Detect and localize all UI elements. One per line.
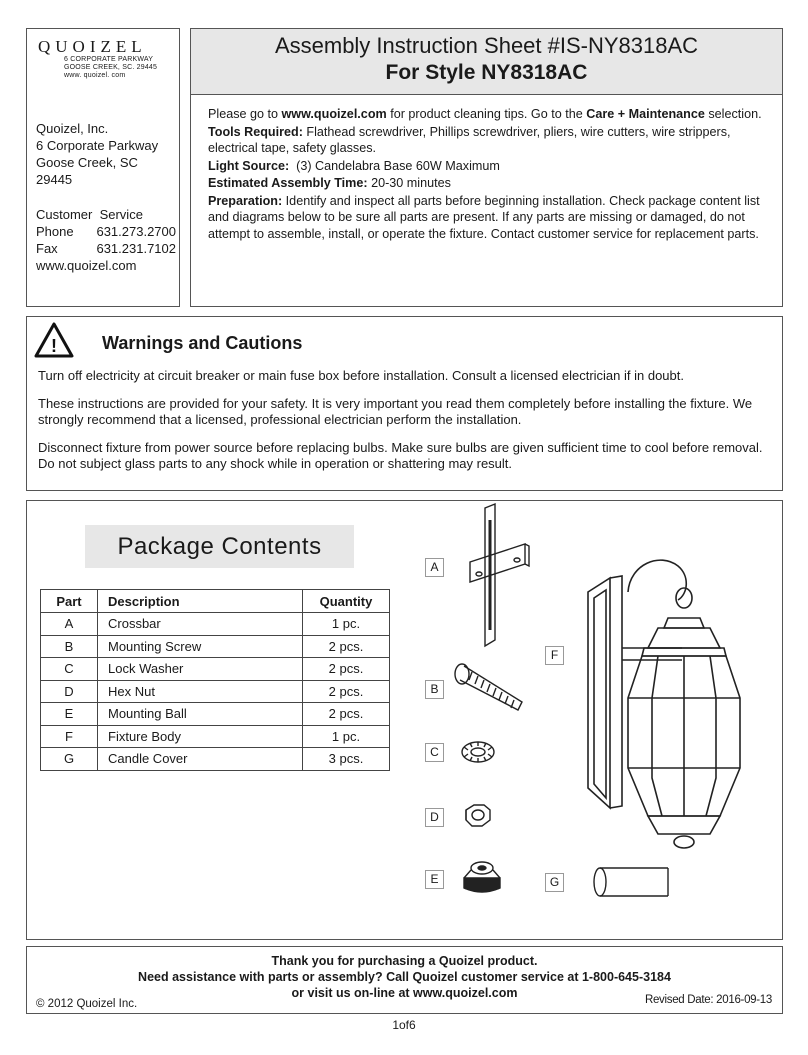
company-street: 6 Corporate Parkway xyxy=(36,138,159,153)
cell-part: C xyxy=(41,658,98,681)
light-label: Light Source: xyxy=(208,158,290,173)
company-city: Goose Creek, SC xyxy=(36,155,138,170)
footer-line-3: or visit us on-line at www.quoizel.com xyxy=(291,986,518,1000)
table-row xyxy=(41,658,390,681)
footer-line-2: Need assistance with parts or assembly? Call Quoizel customer service at 1-800-645-3184 xyxy=(138,970,671,984)
cell-part: F xyxy=(41,725,98,748)
logo-address-line: 6 CORPORATE PARKWAY xyxy=(64,56,154,63)
logo-brand: QUOIZEL xyxy=(38,37,147,56)
table-row xyxy=(41,703,390,726)
page-title: Assembly Instruction Sheet #IS-NY8318AC xyxy=(274,33,699,58)
crossbar-icon xyxy=(455,500,535,650)
quoizel-logo xyxy=(38,38,176,80)
cell-part: E xyxy=(41,703,98,726)
prep-paragraph xyxy=(208,193,774,243)
fax-number: 631.231.7102 xyxy=(96,241,176,256)
cell-quantity: 2 pcs. xyxy=(303,658,390,681)
parts-table xyxy=(40,589,390,771)
tools-paragraph xyxy=(208,124,774,157)
company-address xyxy=(36,120,176,188)
phone-row xyxy=(36,223,176,240)
cell-part: B xyxy=(41,635,98,658)
company-contact xyxy=(36,206,176,274)
phone-number: 631.273.2700 xyxy=(96,224,176,239)
table-row xyxy=(41,680,390,703)
label-b: B xyxy=(425,680,444,699)
hex-nut-icon xyxy=(460,802,494,830)
footer-line-1: Thank you for purchasing a Quoizel product. xyxy=(271,954,538,968)
cell-quantity: 3 pcs. xyxy=(303,748,390,771)
cell-quantity: 2 pcs. xyxy=(303,703,390,726)
tools-text: Flathead screwdriver, Phillips screwdriver, pliers, wire cutters, wire strippers, electrical tape, safety glasses. xyxy=(208,124,731,155)
warnings-text xyxy=(38,368,778,484)
table-row xyxy=(41,725,390,748)
label-e: E xyxy=(425,870,444,889)
warning-icon xyxy=(34,322,74,358)
cell-part: A xyxy=(41,613,98,636)
label-c: C xyxy=(425,743,444,762)
website-link[interactable]: www.quoizel.com xyxy=(281,107,387,121)
prep-label: Preparation: xyxy=(208,193,283,208)
copyright: © 2012 Quoizel Inc. xyxy=(36,998,138,1010)
light-paragraph xyxy=(208,158,774,175)
cell-quantity: 1 pc. xyxy=(303,725,390,748)
label-f: F xyxy=(545,646,564,665)
candle-cover-icon xyxy=(590,862,674,902)
cell-part: D xyxy=(41,680,98,703)
warning-paragraph-3: Disconnect fixture from power source before replacing bulbs. Make sure bulbs are given sufficient time to cool before removal. Do not subject glass parts to any shock while in operation or shattering may result. xyxy=(38,440,763,471)
cell-description: Hex Nut xyxy=(98,680,303,703)
header-quantity: Quantity xyxy=(303,590,390,613)
warning-paragraph-1: Turn off electricity at circuit breaker or main fuse box before installation. Consult a licensed electrician if in doubt. xyxy=(38,368,684,383)
header-description: Description xyxy=(98,590,303,613)
care-text-a: Please go to xyxy=(208,107,282,121)
page-number: 1of6 xyxy=(392,1018,416,1032)
warning-paragraph-2: These instructions are provided for your safety. It is very important you read them completely before installing the fixture. We strongly recommend that a licensed, professional electrician perform the installation. xyxy=(38,396,753,427)
cell-description: Mounting Ball xyxy=(98,703,303,726)
parts-header-row xyxy=(41,590,390,613)
page-subtitle: For Style NY8318AC xyxy=(385,61,588,84)
cell-quantity: 1 pc. xyxy=(303,613,390,636)
phone-label: Phone xyxy=(36,224,74,239)
intro-text xyxy=(208,106,774,243)
header-part: Part xyxy=(41,590,98,613)
table-row xyxy=(41,613,390,636)
time-label: Estimated Assembly Time: xyxy=(208,176,368,190)
revised-date: Revised Date: 2016-09-13 xyxy=(644,994,772,1006)
service-label: Customer Service xyxy=(36,207,143,222)
cell-description: Lock Washer xyxy=(98,658,303,681)
table-row xyxy=(41,748,390,771)
logo-city-line: GOOSE CREEK, SC. 29445 xyxy=(64,64,158,71)
logo-web-line: www. quoizel. com xyxy=(64,72,126,79)
warning-glyph: ! xyxy=(51,336,57,356)
fax-label: Fax xyxy=(36,241,58,256)
company-website: www.quoizel.com xyxy=(36,258,137,273)
label-d: D xyxy=(425,808,444,827)
cell-description: Fixture Body xyxy=(98,725,303,748)
care-paragraph xyxy=(208,106,774,123)
company-name: Quoizel, Inc. xyxy=(36,121,109,136)
cell-quantity: 2 pcs. xyxy=(303,680,390,703)
cell-description: Mounting Screw xyxy=(98,635,303,658)
cell-description: Crossbar xyxy=(98,613,303,636)
cell-quantity: 2 pcs. xyxy=(303,635,390,658)
time-paragraph xyxy=(208,175,774,192)
mounting-ball-icon xyxy=(460,858,504,898)
tools-label: Tools Required: xyxy=(208,124,303,139)
mounting-screw-icon xyxy=(450,658,530,718)
fax-row xyxy=(36,240,176,257)
table-row xyxy=(41,635,390,658)
prep-text: Identify and inspect all parts before beginning installation. Check package content list and diagrams below to be sure all parts are present. If any parts are missing or damaged, do not attempt to assemble, install, or operate the fixture. Contact customer service for replacement parts. xyxy=(208,193,760,241)
lock-washer-icon xyxy=(458,738,498,766)
care-text-c: selection. xyxy=(704,107,762,121)
package-title: Package Contents xyxy=(117,533,322,560)
company-zip: 29445 xyxy=(36,172,73,187)
label-g: G xyxy=(545,873,564,892)
fixture-body-icon xyxy=(570,548,780,856)
cell-part: G xyxy=(41,748,98,771)
label-a: A xyxy=(425,558,444,577)
light-text: (3) Candelabra Base 60W Maximum xyxy=(289,158,500,173)
warnings-title: Warnings and Cautions xyxy=(102,333,303,353)
care-text-b: for product cleaning tips. Go to the xyxy=(386,107,587,121)
care-maintenance-label: Care + Maintenance xyxy=(586,107,705,121)
cell-description: Candle Cover xyxy=(98,748,303,771)
time-text: 20-30 minutes xyxy=(367,176,451,190)
